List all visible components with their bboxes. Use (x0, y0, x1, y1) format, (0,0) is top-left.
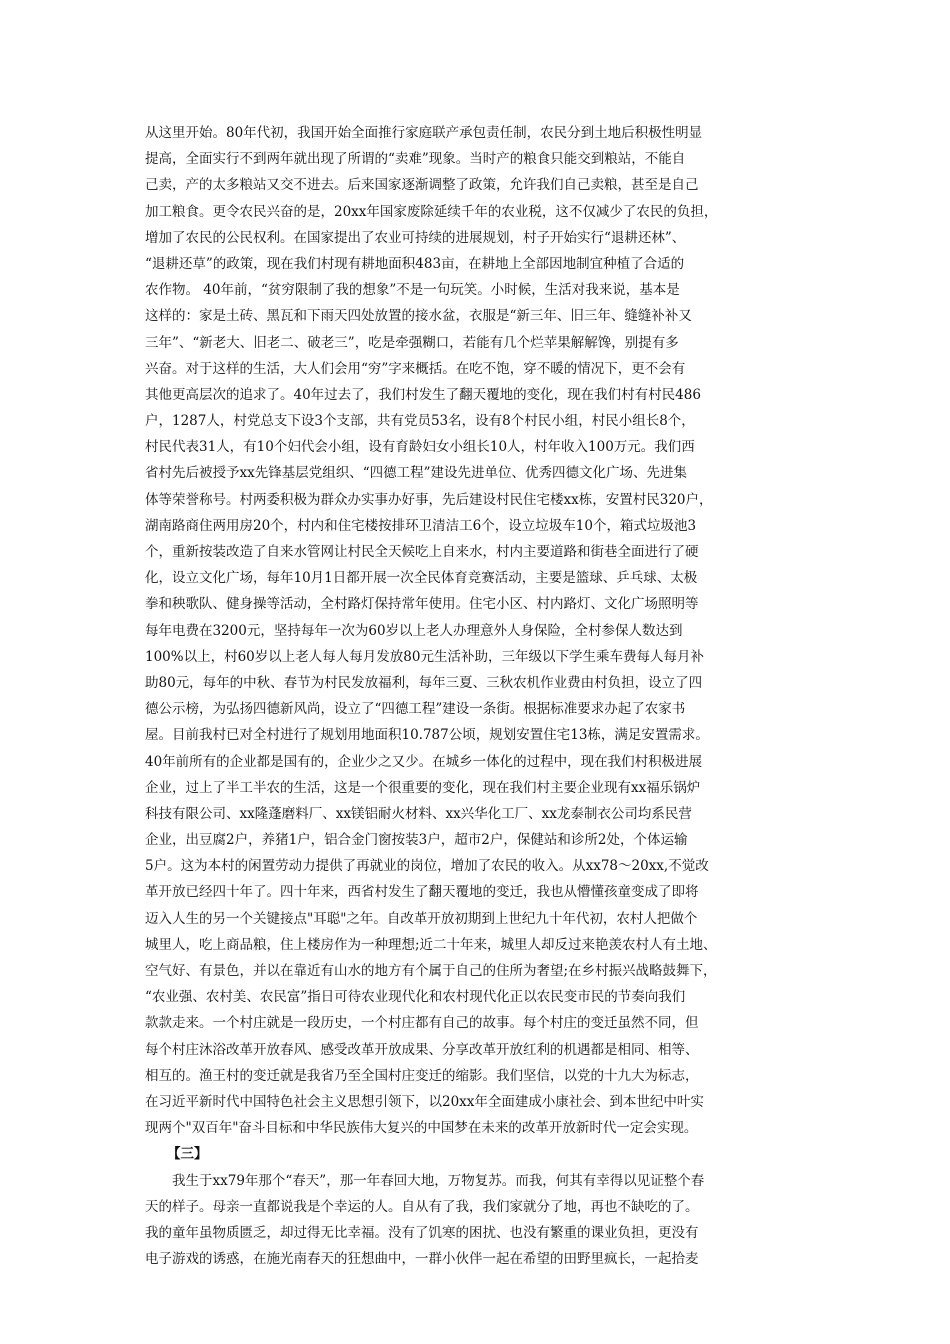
text-line: 户，1287人，村党总支下设3个支部，共有党员53名，设有8个村民小组，村民小组长8个， (145, 413, 695, 430)
text-line: 电子游戏的诱惑，在施光南春天的狂想曲中，一群小伙伴一起在希望的田野里疯长，一起拾麦 (145, 1251, 699, 1268)
text-line: 加工粮食。更令农民兴奋的是，20xx年国家废除延续千年的农业税，这不仅减少了农民的负担， (145, 203, 718, 220)
text-line: 科技有限公司、xx隆蓬磨料厂、xx镁铝耐火材料、xx兴华化工厂、xx龙泰制衣公司均系民营 (145, 805, 692, 822)
text-line: 村民代表31人，有10个妇代会小组，设有育龄妇女小组长10人，村年收入100万元。我们西 (145, 439, 695, 456)
text-line: 这样的：家是土砖、黑瓦和下雨天四处放置的接水盆，衣服是“新三年、旧三年、缝缝补补又 (145, 308, 692, 325)
text-line: 企业，出豆腐2户，养猪1户，铝合金门窗按装3户，超市2户，保健站和诊所2处，个体运输 (145, 832, 688, 849)
text-line: 化，设立文化广场，每年10月1日都开展一次全民体育竞赛活动，主要是篮球、乒乓球、太极 (145, 570, 698, 587)
text-line: 三年”、“新老大、旧老二、破老三”，吃是牵强糊口，若能有几个烂苹果解解馋，别提有多 (145, 334, 679, 351)
text-line: 每个村庄沐浴改革开放春风、感受改革开放成果、分享改革开放红利的机遇都是相同、相等、 (145, 1041, 699, 1058)
text-line: 现两个"双百年"奋斗目标和中华民族伟大复兴的中国梦在未来的改革开放新时代一定会实现。 (145, 1120, 698, 1137)
text-line: 款款走来。一个村庄就是一段历史，一个村庄都有自己的故事。每个村庄的变迁虽然不同，但 (145, 1015, 699, 1032)
text-line: 提高，全面实行不到两年就出现了所谓的“卖难”现象。当时产的粮食只能交到粮站，不能自 (145, 151, 686, 168)
text-line: 农作物。 40年前，“贫穷限制了我的想象”不是一句玩笑。小时候，生活对我来说，基本是 (145, 282, 680, 299)
text-line: 兴奋。对于这样的生活，大人们会用“穷”字来概括。在吃不饱，穿不暖的情况下，更不会有 (145, 360, 686, 377)
text-line: 我生于xx79年那个“春天”，那一年春回大地，万物复苏。而我，何其有幸得以见证整个春 (145, 1172, 705, 1189)
text-line: 天的样子。母亲一直都说我是个幸运的人。自从有了我，我们家就分了地，再也不缺吃的了。 (145, 1198, 699, 1215)
text-line: “退耕还草”的政策，现在我们村现有耕地面积483亩，在耕地上全部因地制宜种植了合适的 (145, 255, 685, 272)
section-heading: 【三】 (167, 1146, 208, 1163)
paragraph-block (145, 120, 820, 1141)
text-line: 40年前所有的企业都是国有的，企业少之又少。在城乡一体化的过程中，现在我们村积极进展 (145, 753, 703, 770)
text-line: 我的童年虽物质匮乏，却过得无比幸福。没有了饥寒的困扰、也没有繁重的课业负担，更没有 (145, 1224, 699, 1241)
text-line: 屋。目前我村已对全村进行了规划用地面积10.787公顷，规划安置住宅13栋，满足安置需求。 (145, 727, 709, 744)
text-line: 其他更高层次的追求了。40年过去了，我们村发生了翻天覆地的变化，现在我们村有村民486 (145, 386, 701, 403)
document-page (145, 120, 820, 1272)
text-line: 相互的。渔王村的变迁就是我省乃至全国村庄变迁的缩影。我们坚信，以党的十九大为标志， (145, 1067, 699, 1084)
text-line: 企业，过上了半工半农的生活，这是一个很重要的变化，现在我们村主要企业现有xx福乐锅炉 (145, 779, 701, 796)
text-line: 拳和秧歌队、健身操等活动，全村路灯保持常年使用。住宅小区、村内路灯、文化广场照明等 (145, 596, 699, 613)
text-line: 从这里开始。80年代初，我国开始全面推行家庭联产承包责任制，农民分到土地后积极性明显 (145, 125, 703, 141)
text-line: 100%以上，村60岁以上老人每人每月发放80元生活补助，三年级以下学生乘车费每人每月补 (145, 648, 704, 665)
text-line: 助80元，每年的中秋、春节为村民发放福利，每年三夏、三秋农机作业费由村负担，设立了四 (145, 674, 703, 691)
text-line: 5户。这为本村的闲置劳动力提供了再就业的岗位，增加了农民的收入。从xx78～20xx,不觉改 (145, 858, 709, 875)
text-line: 革开放已经四十年了。四十年来，西省村发生了翻天覆地的变迁，我也从懵懂孩童变成了即将 (145, 884, 699, 901)
text-line: 城里人，吃上商品粮，住上楼房作为一种理想;近二十年来，城里人却反过来艳羡农村人有土地、 (145, 936, 717, 953)
text-line: 省村先后被授予xx先锋基层党组织、“四德工程”建设先进单位、优秀四德文化广场、先进集 (145, 465, 688, 482)
text-line: 个，重新按装改造了自来水管网让村民全天候吃上自来水，村内主要道路和街巷全面进行了硬 (145, 544, 699, 560)
text-line: 体等荣誉称号。村两委积极为群众办实事办好事，先后建设村民住宅楼xx栋，安置村民320户， (145, 491, 713, 508)
text-line: 空气好、有景色，并以在靠近有山水的地方有个属于自己的住所为奢望;在乡村振兴战略鼓舞下， (145, 963, 717, 979)
text-line: 在习近平新时代中国特色社会主义思想引领下，以20xx年全面建成小康社会、到本世纪中叶实 (145, 1093, 704, 1110)
text-line: 德公示榜，为弘扬四德新风尚，设立了“四德工程”建设一条街。根据标准要求办起了农家书 (145, 701, 686, 718)
text-line: 增加了农民的公民权利。在国家提出了农业可持续的进展规划，村子开始实行“退耕还林”、 (145, 229, 686, 246)
text-line: 己卖，产的太多粮站又交不进去。后来国家逐渐调整了政策，允许我们自己卖粮，甚至是自己 (145, 177, 699, 194)
text-line: 迈入人生的另一个关键接点"耳聪"之年。自改革开放初期到上世纪九十年代初，农村人把做个 (145, 910, 698, 927)
text-line: 每年电费在3200元，坚持每年一次为60岁以上老人办理意外人身保险，全村参保人数达到 (145, 622, 683, 639)
text-line: “农业强、农村美、农民富”指日可待农业现代化和农村现代化正以农民变市民的节奏向我们 (145, 989, 686, 1006)
text-line: 湖南路商住两用房20个，村内和住宅楼按排环卫清洁工6个，设立垃圾车10个，箱式垃圾池3 (145, 517, 697, 534)
paragraph-block-section-three (145, 1168, 820, 1273)
